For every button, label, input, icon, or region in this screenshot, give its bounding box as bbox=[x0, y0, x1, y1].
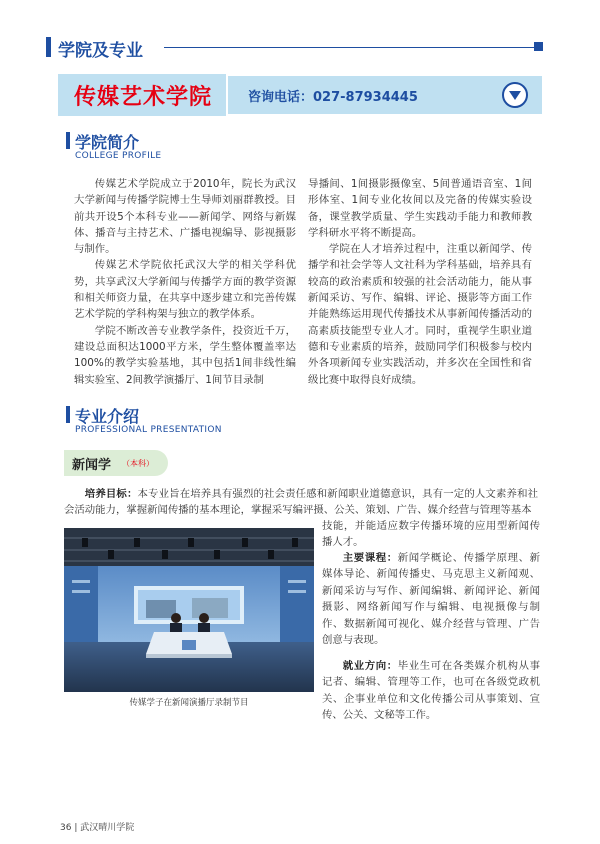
section-title: 学院及专业 bbox=[58, 41, 143, 61]
profile-title: 学院简介 bbox=[75, 133, 140, 152]
profile-subtitle: COLLEGE PROFILE bbox=[75, 151, 162, 161]
courses-text: 新闻学概论、传播学原理、新媒体导论、新闻传播史、马克思主义新闻观、新闻采访与写作、新闻编辑、新闻评论、新闻摄影、网络新闻写作与编辑、电视摄像与制作、数据新闻可视化、媒介经营与管理、广告创意与表现。 bbox=[322, 552, 541, 647]
major-level: （本科） bbox=[122, 459, 154, 468]
college-title: 传媒艺术学院 bbox=[74, 85, 213, 110]
photo-caption: 传媒学子在新闻演播厅录制节目 bbox=[129, 698, 249, 708]
career-label: 就业方向： bbox=[342, 660, 398, 672]
profile-paragraph: 传媒艺术学院依托武汉大学的相关学科优势，共享武汉大学新闻与传播学方面的教学资源和相关师资力量，在共享中逐步建立和完善传媒艺术学院的学科构架与独立的教学体系。 bbox=[74, 259, 296, 321]
section-divider bbox=[164, 47, 536, 48]
major-tag bbox=[64, 450, 168, 476]
section-end-square bbox=[534, 42, 543, 51]
career-text: 毕业生可在各类媒介机构从事记者、编辑、管理等工作，也可在各级党政机关、企事业单位和文化传播公司从事策划、宣传、公关、文秘等工作。 bbox=[322, 660, 541, 722]
profile-accent-bar bbox=[66, 132, 70, 149]
section-header bbox=[46, 36, 546, 61]
chevron-down-icon[interactable] bbox=[502, 82, 528, 108]
goal-continuation bbox=[322, 518, 540, 551]
page-footer: 36 | 武汉晴川学院 bbox=[60, 823, 135, 833]
career-direction bbox=[322, 658, 540, 724]
section-accent-bar bbox=[46, 37, 51, 57]
goal-text-continued: 技能，并能适应数字传播环境的应用型新闻传播人才。 bbox=[322, 520, 540, 549]
profile-left-column bbox=[74, 176, 296, 388]
college-banner bbox=[58, 76, 542, 114]
goal-text: 本专业旨在培养具有强烈的社会责任感和新闻职业道德意识，具有一定的人文素养和社会活动能力，掌握新闻传播的基本理论，掌握采写编评摄、公关、策划、广告、媒介经营与管理等基本 bbox=[64, 488, 538, 517]
main-courses bbox=[322, 550, 540, 648]
profile-right-column bbox=[308, 176, 532, 388]
consult-phone: 咨询电话：027-87934445 bbox=[248, 90, 418, 105]
studio-photo bbox=[64, 528, 314, 692]
majors-title: 专业介绍 bbox=[75, 407, 140, 426]
majors-subtitle: PROFESSIONAL PRESENTATION bbox=[75, 425, 222, 435]
profile-paragraph: 学院不断改善专业教学条件，投资近千万，建设总面积达1000平方米，学生整体覆盖率达100%的教学实验基地，其中包括1间非线性编辑实验室、2间教学演播厅、1间节目录制 bbox=[74, 324, 296, 386]
major-name: 新闻学 bbox=[72, 458, 112, 473]
profile-paragraph: 传媒艺术学院成立于2010年，院长为武汉大学新闻与传播学院博士生导师刘丽群教授。目前共开设5个本科专业——新闻学、网络与新媒体、播音与主持艺术、广播电视编导、影视摄影与制作。 bbox=[74, 178, 296, 256]
college-title-box bbox=[58, 74, 228, 116]
profile-paragraph: 导播间、1间摄影摄像室、5间普通语音室、1间形体室、1间专业化妆间以及完备的传媒实验设备，课堂教学质量、学生实践动手能力和教师教学科研水平将不断提高。 bbox=[308, 178, 532, 239]
profile-paragraph: 学院在人才培养过程中，注重以新闻学、传播学和社会学等人文社科为学科基础，培养具有较高的政治素质和较强的社会活动能力，能从事新闻采访、写作、编辑、评论、摄影等方面工作并能熟练运用现代传播技术从事新闻传播活动的高素质技能型专业人才。同时，重视学生职业道德和专业素质的培养，鼓励同学们积极参与校内外各项新闻专业实践活动，并多次在全国性和省级比赛中取得良好成绩。 bbox=[308, 243, 532, 386]
training-goal bbox=[64, 486, 538, 519]
majors-accent-bar bbox=[66, 406, 70, 423]
goal-label: 培养目标： bbox=[84, 488, 138, 500]
courses-label: 主要课程： bbox=[342, 552, 398, 564]
